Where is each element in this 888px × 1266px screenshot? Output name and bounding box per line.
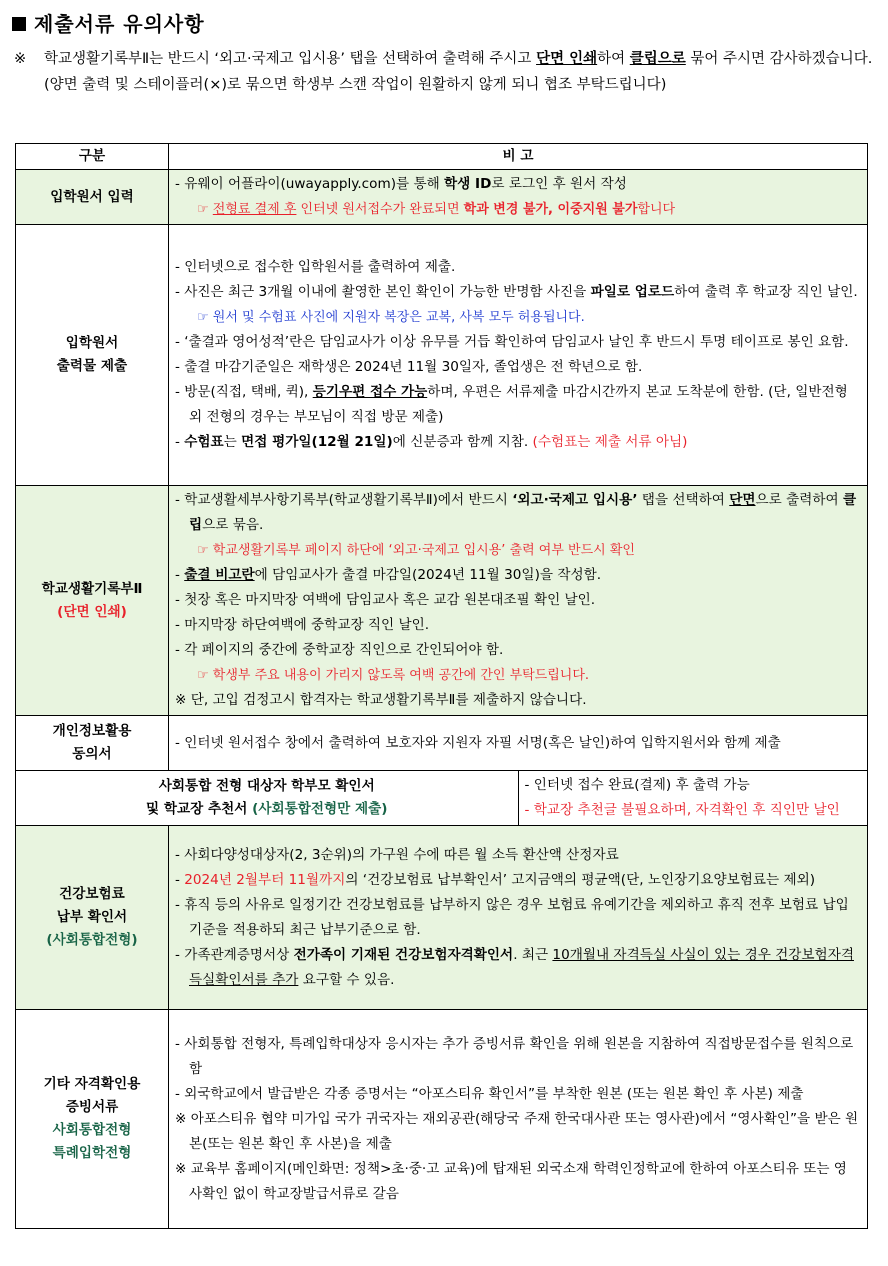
row-content: - 인터넷으로 접수한 입학원서를 출력하여 제출. - 사진은 최근 3개월 이내에 촬영한 본인 확인이 가능한 반명함 사진을 파일로 업로드하여 출력 후 학교장 직인 날인. ☞ 원서 및 수험표 사진에 지원자 복장은 교복, 사복 모두 허용됩니다. - ‘출결과 영어성적’란은 담임교사가 이상 유무를 거듭 확인하여 담임교사 날인 후 반드시 투명 테이프로 봉인 요함. - 출결 마감기준일은 재학생은 2024년 11월 30일자, 졸업생은 전 학년으로 함. - 방문(직접, 택배, 퀵), 등기우편 접수 가능하며, 우편은 서류제출 마감시간까지 본교 도착분에 한함. (단, 일반전형 외 전형의 경우는 부모님이 직접 방문 제출) - 수험표는 면접 평가일(12월 21일)에 신분증과 함께 지참. (수험표는 제출 서류 아님) xyxy=(169,225,868,486)
row-label: 입학원서 입력 xyxy=(16,170,169,225)
header-remarks: 비 고 xyxy=(169,144,868,170)
row-label: 건강보험료 납부 확인서 (사회통합전형) xyxy=(16,826,169,1010)
row-content: - 사회다양성대상자(2, 3순위)의 가구원 수에 따른 월 소득 환산액 산정자료 - 2024년 2월부터 11월까지의 ‘건강보험료 납부확인서’ 고지금액의 평균액(단, 노인장기요양보험료는 제외) - 휴직 등의 사유로 일정기간 건강보험료를 납부하지 않은 경우 보험료 유예기간을 제외하고 휴직 전후 보험료 납입기준을 적용하되 최근 납부기준으로 함. - 가족관계증명서상 전가족이 기재된 건강보험자격확인서. 최근 10개월내 자격득실 사실이 있는 경우 건강보험자격득실확인서를 추가 요구할 수 있음. xyxy=(169,826,868,1010)
row-label: 입학원서 출력물 제출 xyxy=(16,225,169,486)
documents-table xyxy=(15,143,868,1229)
table-row xyxy=(16,170,868,225)
table-row xyxy=(16,826,868,1010)
table-row xyxy=(16,716,868,771)
header-category: 구분 xyxy=(16,144,169,170)
row-label: 사회통합 전형 대상자 학부모 확인서 및 학교장 추천서 (사회통합전형만 제출) xyxy=(16,771,519,826)
row-content: - 인터넷 접수 완료(결제) 후 출력 가능 - 학교장 추천글 불필요하며, 자격확인 후 직인만 날인 xyxy=(518,771,868,826)
reference-mark-icon: ※ xyxy=(14,51,27,67)
table-header xyxy=(16,144,868,170)
row-label: 학교생활기록부Ⅱ (단면 인쇄) xyxy=(16,486,169,716)
table-row xyxy=(16,771,868,826)
page-title: 제출서류 유의사항 xyxy=(12,8,205,37)
table-row xyxy=(16,1010,868,1229)
row-label: 개인정보활용 동의서 xyxy=(16,716,169,771)
row-content: - 유웨이 어플라이(uwayapply.com)를 통해 학생 ID로 로그인 후 원서 작성 ☞ 전형료 결제 후 인터넷 원서접수가 완료되면 학과 변경 불가, 이중지원 불가합니다 xyxy=(169,170,868,225)
row-content: - 인터넷 원서접수 창에서 출력하여 보호자와 지원자 자필 서명(혹은 날인)하여 입학지원서와 함께 제출 xyxy=(169,716,868,771)
intro-note: ※ 학교생활기록부Ⅱ는 반드시 ‘외고·국제고 입시용’ 탭을 선택하여 출력해 주시고 단면 인쇄하여 클립으로 묶어 주시면 감사하겠습니다. (양면 출력 및 스테이플러(×)로 묶으면 학생부 스캔 작업이 원활하지 않게 되니 협조 부탁드립니다) xyxy=(14,46,874,98)
row-content: - 학교생활세부사항기록부(학교생활기록부Ⅱ)에서 반드시 ‘외고·국제고 입시용’ 탭을 선택하여 단면으로 출력하여 클립으로 묶음. ☞ 학교생활기록부 페이지 하단에 ‘외고·국제고 입시용’ 출력 여부 반드시 확인 - 출결 비고란에 담임교사가 출결 마감일(2024년 11월 30일)을 작성함. - 첫장 혹은 마지막장 여백에 담임교사 혹은 교감 원본대조필 확인 날인. - 마지막장 하단여백에 중학교장 직인 날인. - 각 페이지의 중간에 중학교장 직인으로 간인되어야 함. ☞ 학생부 주요 내용이 가리지 않도록 여백 공간에 간인 부탁드립니다. ※ 단, 고입 검정고시 합격자는 학교생활기록부Ⅱ를 제출하지 않습니다. xyxy=(169,486,868,716)
row-label: 기타 자격확인용 증빙서류 사회통합전형 특례입학전형 xyxy=(16,1010,169,1229)
table-row xyxy=(16,225,868,486)
row-content: - 사회통합 전형자, 특례입학대상자 응시자는 추가 증빙서류 확인을 위해 원본을 지참하여 직접방문접수를 원칙으로 함 - 외국학교에서 발급받은 각종 증명서는 “아포스티유 확인서”를 부착한 원본 (또는 원본 확인 후 사본) 제출 ※ 아포스티유 협약 미가입 국가 귀국자는 재외공관(해당국 주재 한국대사관 또는 영사관)에서 “영사확인”을 받은 원본(또는 원본 확인 후 사본)을 제출 ※ 교육부 홈페이지(메인화면: 정책>초·중·고 교육)에 탑재된 외국소재 학력인정학교에 한하여 아포스티유 또는 영사확인 없이 학교장발급서류로 갈음 xyxy=(169,1010,868,1229)
square-bullet-icon xyxy=(12,17,26,31)
table-row xyxy=(16,486,868,716)
